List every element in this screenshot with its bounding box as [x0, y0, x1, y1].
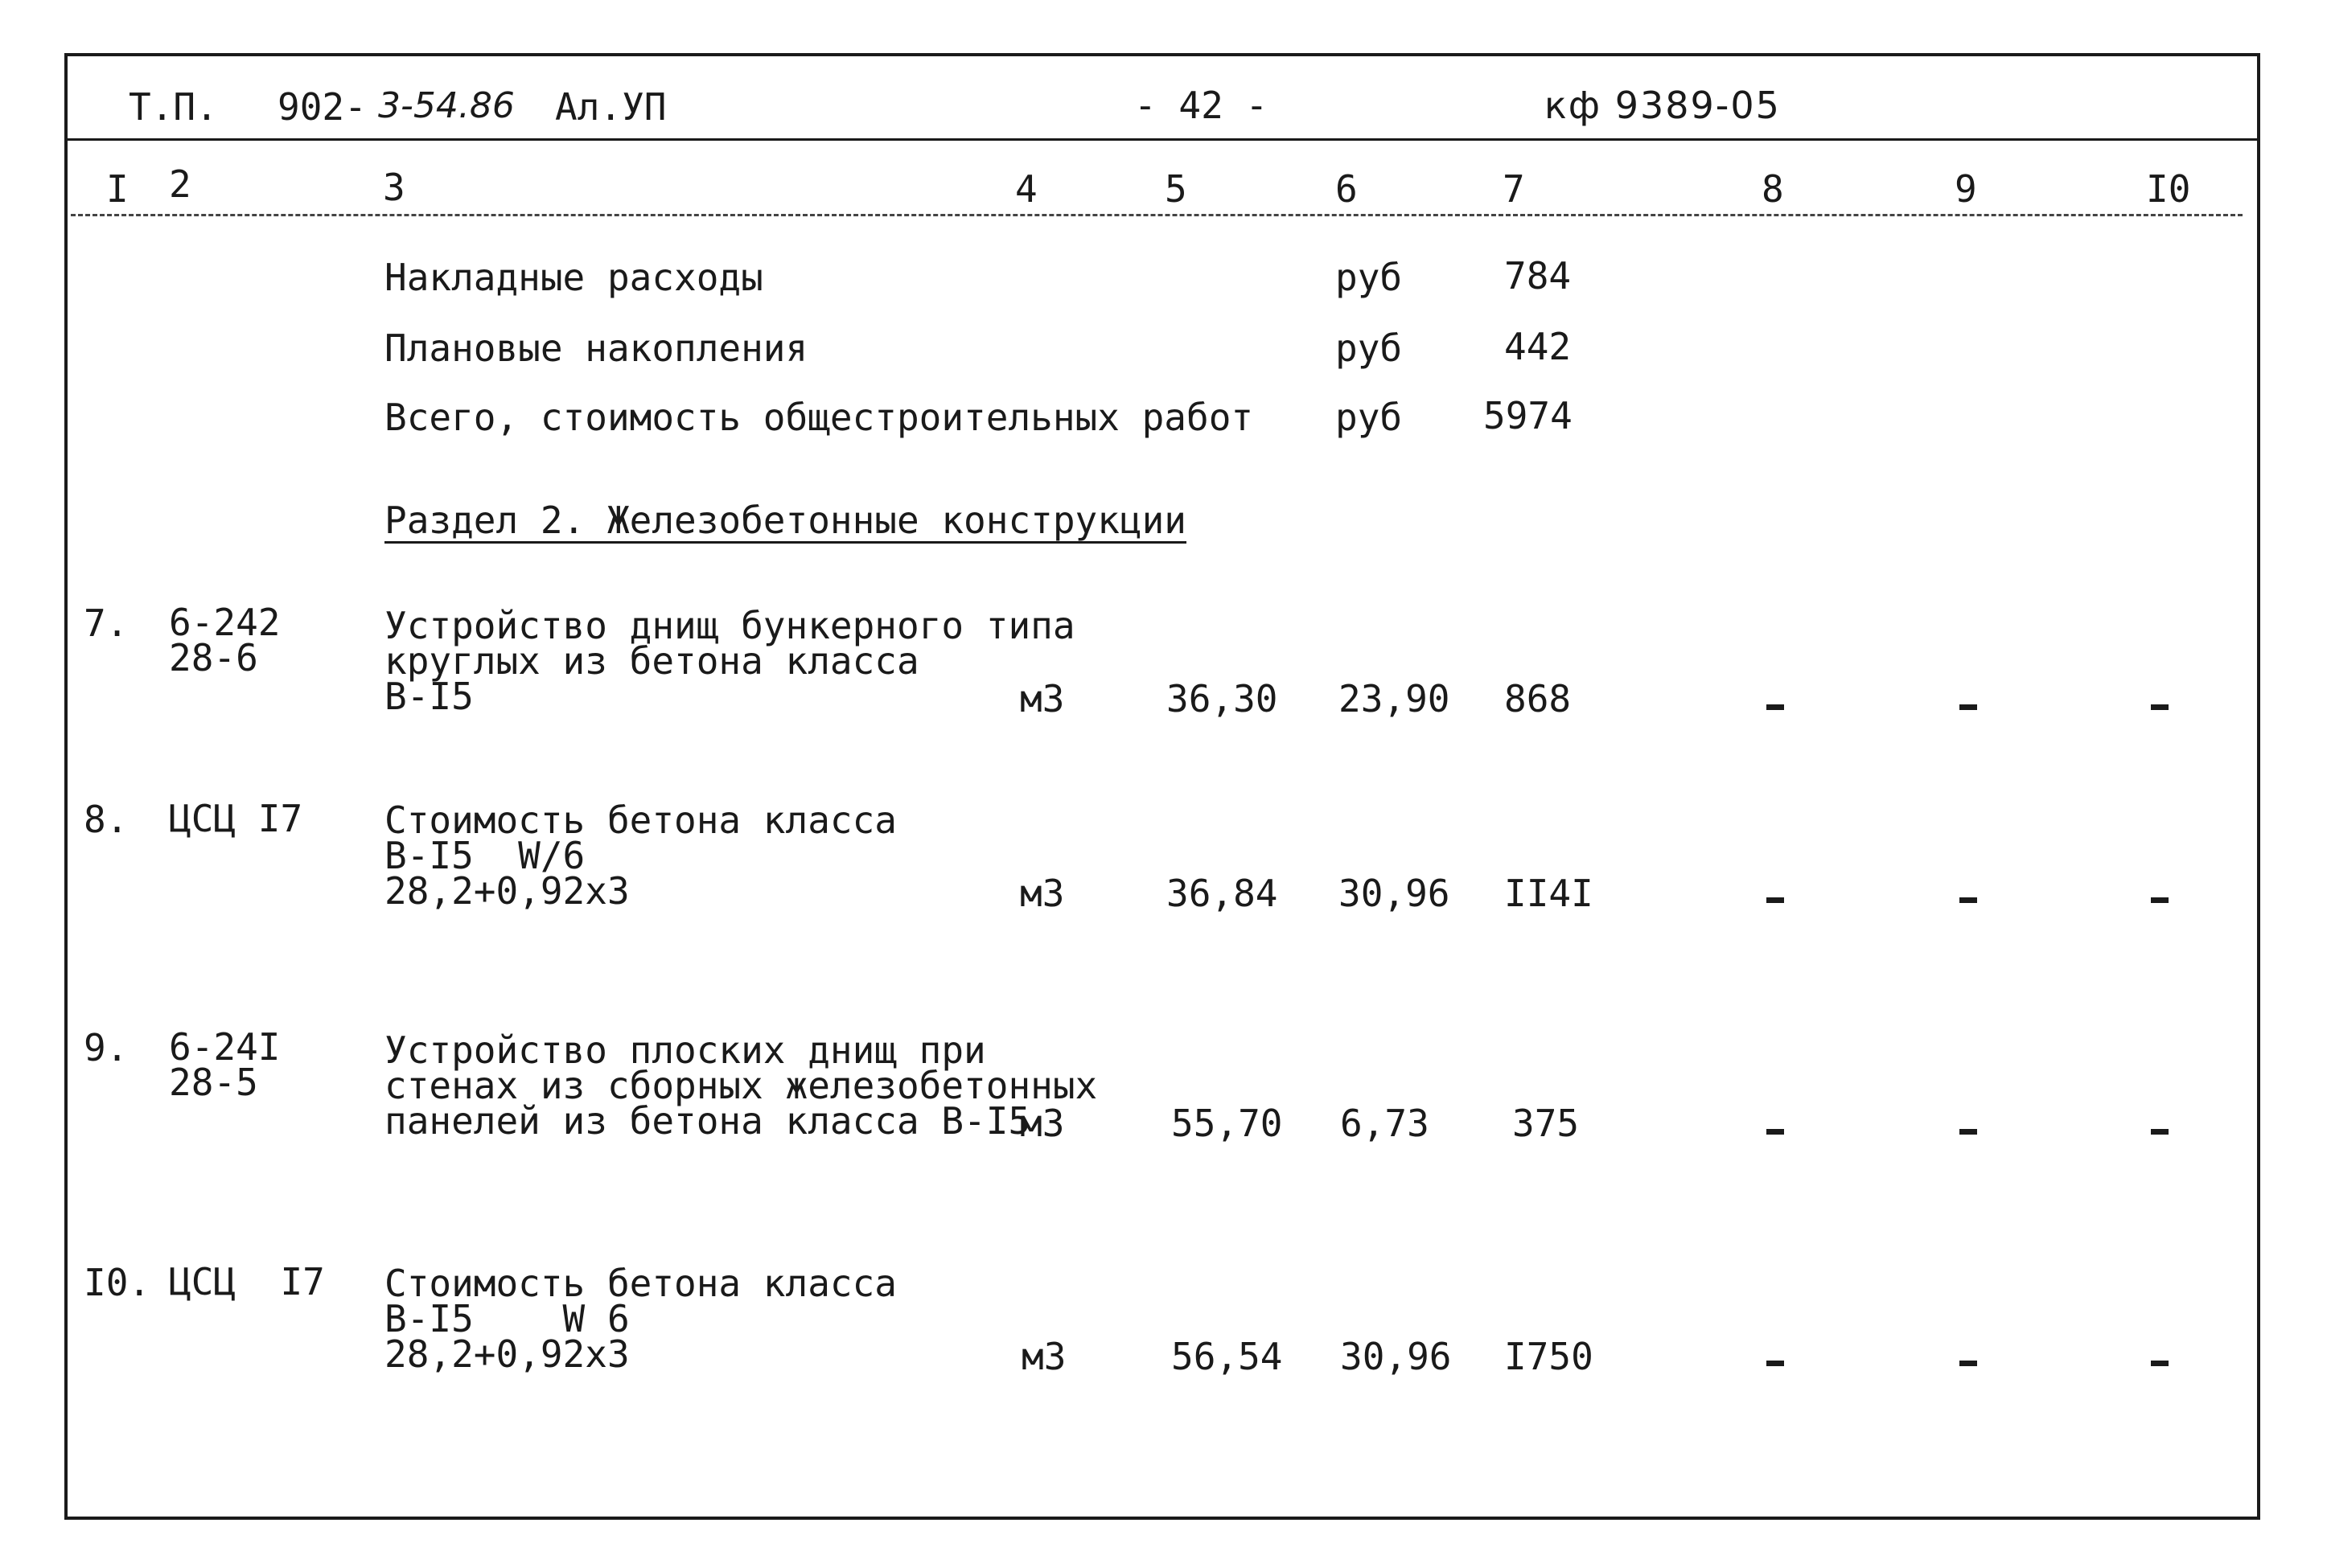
row-10-col6: 30,96 — [1340, 1335, 1452, 1378]
header-rule — [64, 138, 2260, 141]
row-7-unit: м3 — [1020, 677, 1065, 720]
col-header-8: 8 — [1762, 167, 1784, 211]
col-header-7: 7 — [1503, 167, 1525, 211]
col-header-1: I — [106, 167, 129, 211]
project-code-prefix: 902- — [278, 85, 367, 129]
row-9-col6: 6,73 — [1340, 1102, 1429, 1145]
summary-total-value: 5974 — [1483, 394, 1573, 437]
page-number: - 42 - — [1134, 84, 1268, 127]
row-8-col5: 36,84 — [1166, 872, 1278, 915]
row-8-description: Стоимость бетона класса В-I5 W/6 28,2+0,92х3 — [384, 798, 897, 913]
summary-planned-unit: руб — [1335, 326, 1403, 370]
row-8-col6: 30,96 — [1338, 872, 1450, 915]
summary-planned-value: 442 — [1504, 325, 1572, 368]
tp-label: Т.П. — [129, 85, 218, 129]
row-10-col9-dash — [1959, 1361, 1977, 1366]
document-stamp: кф 9389-05 — [1544, 84, 1781, 127]
row-9-col8-dash — [1766, 1129, 1784, 1135]
row-8-code: ЦСЦ I7 — [169, 797, 303, 840]
row-10-code: ЦСЦ I7 — [169, 1260, 325, 1303]
row-9-col7: 375 — [1512, 1102, 1580, 1145]
col-header-10: I0 — [2146, 167, 2191, 211]
row-10-col8-dash — [1766, 1361, 1784, 1366]
summary-overhead-value: 784 — [1504, 254, 1572, 298]
project-code-handwritten: 3-54.86 — [378, 85, 515, 126]
row-9-unit: м3 — [1020, 1102, 1065, 1145]
col-header-9: 9 — [1955, 167, 1977, 211]
row-10-col5: 56,54 — [1171, 1335, 1283, 1378]
row-9-number: 9. — [84, 1026, 129, 1069]
row-9-code: 6-24I 28-5 — [169, 1025, 281, 1104]
row-9-description: Устройство плоских днищ при стенах из сборных железобетонных панелей из бетона класса В-I5 — [384, 1028, 1098, 1143]
col-header-5: 5 — [1165, 167, 1187, 211]
row-10-col10-dash — [2151, 1361, 2169, 1366]
album-label: Ал.УП — [555, 85, 667, 129]
row-7-col8-dash — [1766, 704, 1784, 710]
row-7-number: 7. — [84, 601, 129, 645]
col-header-2: 2 — [169, 162, 191, 206]
row-9-col9-dash — [1959, 1129, 1977, 1135]
row-10-unit: м3 — [1022, 1335, 1067, 1378]
row-8-col7: II4I — [1504, 872, 1593, 915]
row-9-col5: 55,70 — [1171, 1102, 1283, 1145]
summary-overhead-unit: руб — [1335, 256, 1403, 299]
row-8-col9-dash — [1959, 897, 1977, 903]
summary-planned-label: Плановые накопления — [384, 326, 808, 370]
row-9-col10-dash — [2151, 1129, 2169, 1135]
summary-total-unit: руб — [1335, 396, 1403, 439]
row-10-description: Стоимость бетона класса В-I5 W 6 28,2+0,92х3 — [384, 1262, 897, 1376]
row-7-col10-dash — [2151, 704, 2169, 710]
col-header-3: 3 — [383, 166, 405, 209]
summary-overhead-label: Накладные расходы — [384, 256, 763, 299]
col-header-4: 4 — [1015, 167, 1038, 211]
row-8-col8-dash — [1766, 897, 1784, 903]
row-7-col9-dash — [1959, 704, 1977, 710]
row-10-number: I0. — [84, 1261, 151, 1304]
col-header-6: 6 — [1335, 167, 1358, 211]
column-header-rule — [71, 214, 2243, 216]
row-8-number: 8. — [84, 798, 129, 841]
row-7-col6: 23,90 — [1338, 677, 1450, 720]
row-10-col7: I750 — [1504, 1335, 1593, 1378]
summary-total-label: Всего, стоимость общестроительных работ — [384, 396, 1254, 439]
row-7-col5: 36,30 — [1166, 677, 1278, 720]
section-title: Раздел 2. Железобетонные конструкции — [384, 499, 1186, 542]
row-7-code: 6-242 28-6 — [169, 601, 281, 679]
row-7-col7: 868 — [1504, 677, 1572, 720]
row-8-unit: м3 — [1020, 872, 1065, 915]
row-8-col10-dash — [2151, 897, 2169, 903]
row-7-description: Устройство днищ бункерного типа круглых из бетона класса В-I5 — [384, 604, 1075, 718]
